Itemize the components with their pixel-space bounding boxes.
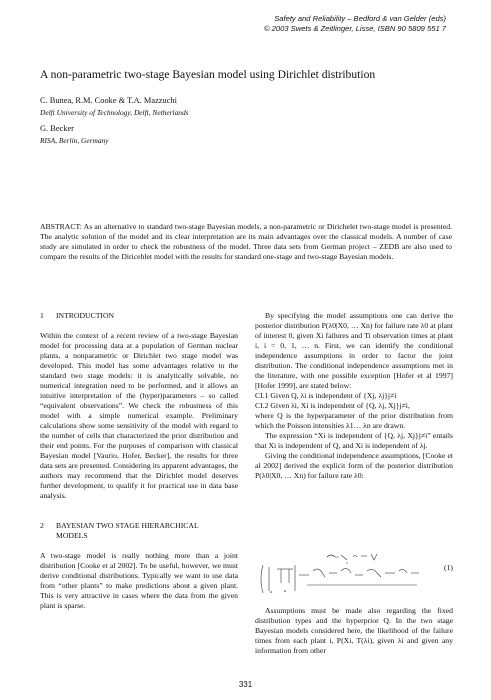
right-column-continued <box>255 606 453 656</box>
right-paragraph-4: Giving the conditional independence assumptions, [Cooke et al 2002] derived the explicit form of the posterior distribution P(λ0|X0, … Xn) for failure rate λ0: <box>255 451 453 480</box>
intro-paragraph: Within the context of a recent review of a two-stage Bayesian model for processing data at a population of German nuclear plants, a nonparametric or Dirichlet two stage model was developed. This model has some advantages relative to the standard two stage models: it is analytically solvable, no numerical integration need to be performed, and it allows an intuitive interpretation of the (hyper)parameters – so called “equivalent observations”. We check the robustness of this model with a simple numerical example. Preliminary calculations show some sensitivity of the model with regard to the number of cells that characterized the prior distribution and their end points. For the purposes of comparison with classical Bayesian model [Vaurio, Hofer, Becker], the results for three data sets are presented. Considering its apparent advantages, the authors may recommend that the Dirichlet model deserves further development, to qualify it for practical use in data base analysis. <box>40 331 238 500</box>
right-paragraph-2: where Q is the hyperparameter of the prior distribution from which the Poisson intensities λ1… λn are drawn. <box>255 411 453 430</box>
posterior-formula-image <box>257 551 427 597</box>
affiliation-1: Delft University of Technology, Delft, Netherlands <box>40 108 189 117</box>
abstract: ABSTRACT: As an alternative to standard two-stage Bayesian models, a non-parametric or Dirichelet two-stage model is presented. The analytic solution of the model and its clear interpretation are its main advantages over the classical models. A number of case study are simulated in order to check the robustness of the model. Three data sets from German project – ZEDB are also used to compare the results of the Diricehlet model with the results for standard one-stage and two-stage Bayesian models. <box>40 222 452 261</box>
section-2-heading <box>40 521 238 541</box>
section-1-heading <box>40 311 238 321</box>
conditional-independence-2: CI.2 Given λi, Xi is independent of {Q, λj, Xj}j≠i, <box>255 401 410 410</box>
author-list-1: C. Bunea, R.M. Cooke & T.A. Mazzuchi <box>40 96 177 105</box>
right-paragraph-1: By specifying the model assumptions one can derive the posterior distribution P(λ0|X0, … Xn) for failure rate λ0 at plant of interest 0, given Xi failures and Ti observation times at plant i, i = 0, 1, … n. First, we can identify the conditional independence assumptions in order to factor the joint distribution. The conditional independence assumptions met in the literature, with one possible exception [Hofer et al 1997][Hofer 1999], are stated below: <box>255 311 453 390</box>
right-paragraph-3: The expression “Xi is independent of {Q, λj, Xj}j≠i” entails that Xi is independent of Q, and Xi is independent of λj. <box>255 431 453 450</box>
section-2-paragraph: A two-stage model is really nothing more than a joint distribution [Cooke et al 2002]. To be useful, however, we must derive conditional distributions. Typically we want to use data from “other plants” to make predictions about a given plant. This is very attractive in cases where the data from the given plant is sparse. <box>40 551 238 610</box>
header-copyright-line: © 2003 Swets & Zeitlinger, Lisse, ISBN 90 5809 551 7 <box>263 24 446 33</box>
equation-1 <box>257 551 453 597</box>
paper-title: A non-parametric two-stage Bayesian model using Dirichlet distribution <box>40 68 376 81</box>
section-2-number: 2 <box>40 521 44 530</box>
section-2-title-line2: MODELS <box>56 531 88 540</box>
equation-number: (1) <box>444 563 453 572</box>
author-list-2: G. Becker <box>40 124 74 133</box>
page-number: 331 <box>238 680 253 689</box>
header-proceedings-line: Safety and Reliability – Bedford & van Gelder (eds) <box>274 14 446 23</box>
running-header <box>264 14 446 34</box>
conditional-independence-1: CI.1 Given Q, λi is independent of {Xj, λj}j≠i <box>255 391 397 400</box>
affiliation-2: RISA, Berlin, Germany <box>40 136 109 145</box>
section-1-number: 1 <box>40 311 44 320</box>
right-paragraph-5: Assumptions must be made also regarding the fixed distribution types and the hyperprior Q. In the two stage Bayesian models considered here, the likelihood of the failure times from each plant i, P(Xi, T(λi), given λi and given any information from other <box>255 606 453 655</box>
section-1-title: INTRODUCTION <box>56 311 115 320</box>
section-2-title-line1: BAYESIAN TWO STAGE HIERARCHICAL <box>56 521 199 530</box>
left-column <box>40 311 238 611</box>
right-column <box>255 311 453 481</box>
